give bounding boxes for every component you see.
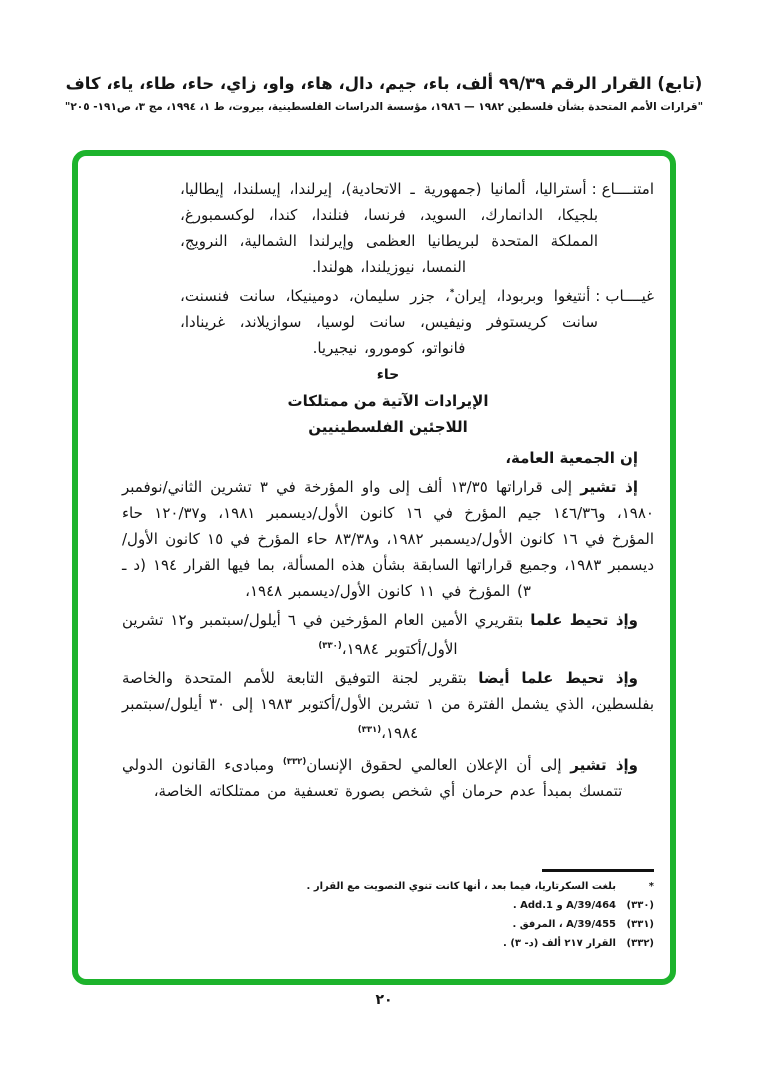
highlight-annotation-box [72, 150, 676, 985]
footnote-text: بلغت السكرتاريا، فيما بعد ، أنها كانت تنوي التصويت مع القرار . [306, 881, 616, 892]
vote-countries: أستراليا، ألمانيا (جمهورية ـ الاتحادية)، إيرلندا، إيسلندا، إيطاليا، بلجيكا، الدانمارك، السويد، فرنسا، فنلندا، كندا، لوكسمبورغ، المملكة المتحدة لبريطانيا العظمى وإيرلندا الشمالية، النرويج، النمسا، نيوزيلندا، هولندا. [180, 180, 598, 276]
paragraph-text: ومبادىء القانون الدولي تتمسك بمبدأ عدم حرمان أي شخص بصورة تعسفية من ممتلكاته الخاصة، [122, 756, 623, 800]
footnote-divider [542, 869, 654, 872]
section-letter-heading: حاء [376, 367, 400, 383]
vote-separator: : [591, 180, 597, 198]
preamble-paragraph-1 [122, 474, 654, 604]
footnote-row [122, 880, 654, 894]
footnote-text: A/39/464 و Add.1 . [512, 900, 616, 911]
footnotes-section [122, 869, 654, 951]
vote-block-absent [180, 280, 654, 361]
footnote-marker: (٣٣٢) [626, 938, 654, 949]
preamble-paragraph-2 [122, 607, 654, 662]
vote-countries: ، جزر سليمان، دومينيكا، سانت فنسنت، سانت كريستوفر ونيفيس، سانت لوسيا، سوازيلاند، غرينادا، فانواتو، كومورو، نيجيريا. [180, 287, 598, 357]
vote-block-abstaining [180, 176, 654, 280]
paragraph-lead: وإذ تحيط علما أيضا [478, 669, 639, 687]
footnote-row [122, 937, 654, 951]
paragraph-lead: إذ تشير [580, 478, 638, 496]
paragraph-lead: وإذ تشير [570, 756, 638, 774]
paragraph-text: بتقريري الأمين العام المؤرخين في ٦ أيلول/سبتمبر و١٢ تشرين الأول/أكتوبر ١٩٨٤، [122, 611, 531, 658]
page-header [0, 74, 768, 113]
section-title-line1: الإيرادات الآتية من ممتلكات [287, 392, 489, 410]
preamble-opening: إن الجمعية العامة، [505, 449, 638, 467]
vote-label: امتنــــاع [601, 180, 654, 198]
paragraph-text: بتقرير لجنة التوفيق التابعة للأمم المتحدة والخاصة بفلسطين، الذي يشمل الفترة من ١ تشرين الأول/أكتوبر ١٩٨٣ إلى ٣٠ أيلول/سبتمبر ١٩٨٤، [122, 669, 655, 742]
paragraph-lead: وإذ تحيط علما [530, 611, 638, 629]
vote-countries: أنتيغوا وبربودا، إيران [454, 287, 591, 305]
footnote-marker: * [648, 881, 654, 892]
preamble-paragraph-3 [122, 665, 654, 746]
footnote-text: A/39/455 ، المرفق . [512, 919, 616, 930]
source-citation: "قرارات الأمم المتحدة بشأن فلسطين ١٩٨٢ — ١٩٨٦، مؤسسة الدراسات الفلسطينية، بيروت، ط ١، ١٩٩٤، مج ٣، ص١٩١- ٢٠٥" [64, 101, 704, 113]
footnote-marker: (٣٣١) [626, 919, 654, 930]
footnote-ref-332: (٣٣٢) [282, 757, 307, 767]
footnote-marker: (٣٣٠) [626, 900, 654, 911]
footnote-ref-330: (٣٣٠) [318, 641, 342, 651]
section-title-line2: اللاجئين الفلسطينيين [308, 418, 468, 436]
footnote-ref-331: (٣٣١) [357, 725, 382, 735]
asterisk-footnote-marker: * [449, 288, 455, 298]
vote-separator: : [595, 287, 601, 305]
resolution-title: (تابع) القرار الرقم ٩٩/٣٩ ألف، باء، جيم، دال، هاء، واو، زاي، حاء، طاء، ياء، كاف [65, 74, 703, 93]
footnote-row [122, 918, 654, 932]
footnote-text: القرار ٢١٧ ألف (د- ٣) . [503, 938, 616, 949]
vote-label: غيــــاب [605, 287, 654, 305]
preamble-paragraph-4 [122, 749, 654, 804]
paragraph-text: إلى قراراتها ١٣/٣٥ ألف إلى واو المؤرخة في ٣ تشرين الثاني/نوفمبر ١٩٨٠، و١٤٦/٣٦ جيم المؤرخ في ١٦ كانون الأول/ديسمبر ١٩٨١، و١٢٠/٣٧ حاء المؤرخ في ١٦ كانون الأول/ديسمبر ١٩٨٢، و٨٣/٣٨ حاء المؤرخ في ١٥ كانون الأول/ديسمبر ١٩٨٣، وجميع قراراتها السابقة بشأن هذه المسألة، بما فيها القرار ١٩٤ (د ـ ٣) المؤرخ في ١١ كانون الأول/ديسمبر ١٩٤٨، [122, 478, 655, 600]
footnote-row [122, 899, 654, 913]
page-number: ٢٠ [375, 992, 393, 1008]
paragraph-text: إلى أن الإعلان العالمي لحقوق الإنسان [306, 756, 571, 774]
